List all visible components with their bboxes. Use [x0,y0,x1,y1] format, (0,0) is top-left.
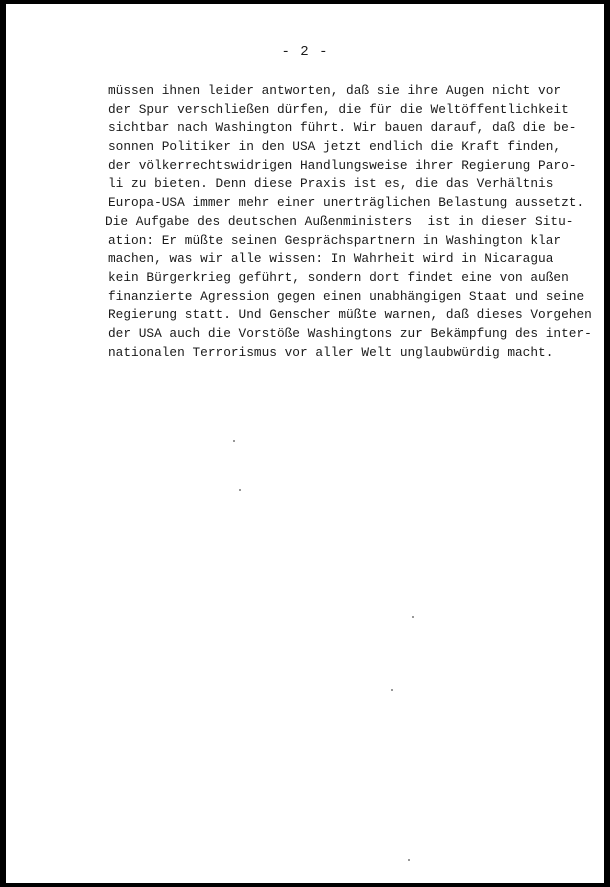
text-line: kein Bürgerkrieg geführt, sondern dort findet eine von außen [108,269,569,285]
scan-speck [412,616,414,618]
text-line: müssen ihnen leider antworten, daß sie ihre Augen nicht vor [108,83,562,98]
text-line: li zu bieten. Denn diese Praxis ist es, die das Verhältnis [108,176,554,192]
text-line: Europa-USA immer mehr einer unerträglichen Belastung aussetzt. [108,195,585,211]
text-line: sichtbar nach Washington führt. Wir bauen darauf, daß die be- [108,120,577,136]
text-line: Die Aufgabe des deutschen Außenministers ist in dieser Situ- [105,213,574,229]
text-line: machen, was wir alle wissen: In Wahrheit wird in Nicaragua [108,251,554,267]
text-line: nationalen Terrorismus vor aller Welt unglaubwürdig macht. [108,344,554,360]
text-line: der völkerrechtswidrigen Handlungsweise ihrer Regierung Paro- [108,157,577,173]
text-line: der Spur verschließen dürfen, die für die Weltöffentlichkeit [108,101,569,117]
text-line: sonnen Politiker in den USA jetzt endlich die Kraft finden, [108,139,562,155]
text-line: Regierung statt. Und Genscher müßte warnen, daß dieses Vorgehen [108,307,592,323]
text-line: der USA auch die Vorstöße Washingtons zur Bekämpfung des inter- [108,325,592,341]
scan-speck [233,440,235,442]
scan-speck [239,489,241,491]
scan-speck [391,689,393,691]
body-text [105,82,592,362]
page-number: - 2 - [281,44,329,60]
document-page [6,4,604,883]
text-line: ation: Er müßte seinen Gesprächspartnern in Washington klar [108,232,562,248]
text-line: finanzierte Agression gegen einen unabhängigen Staat und seine [108,288,585,304]
scan-speck [408,859,410,861]
